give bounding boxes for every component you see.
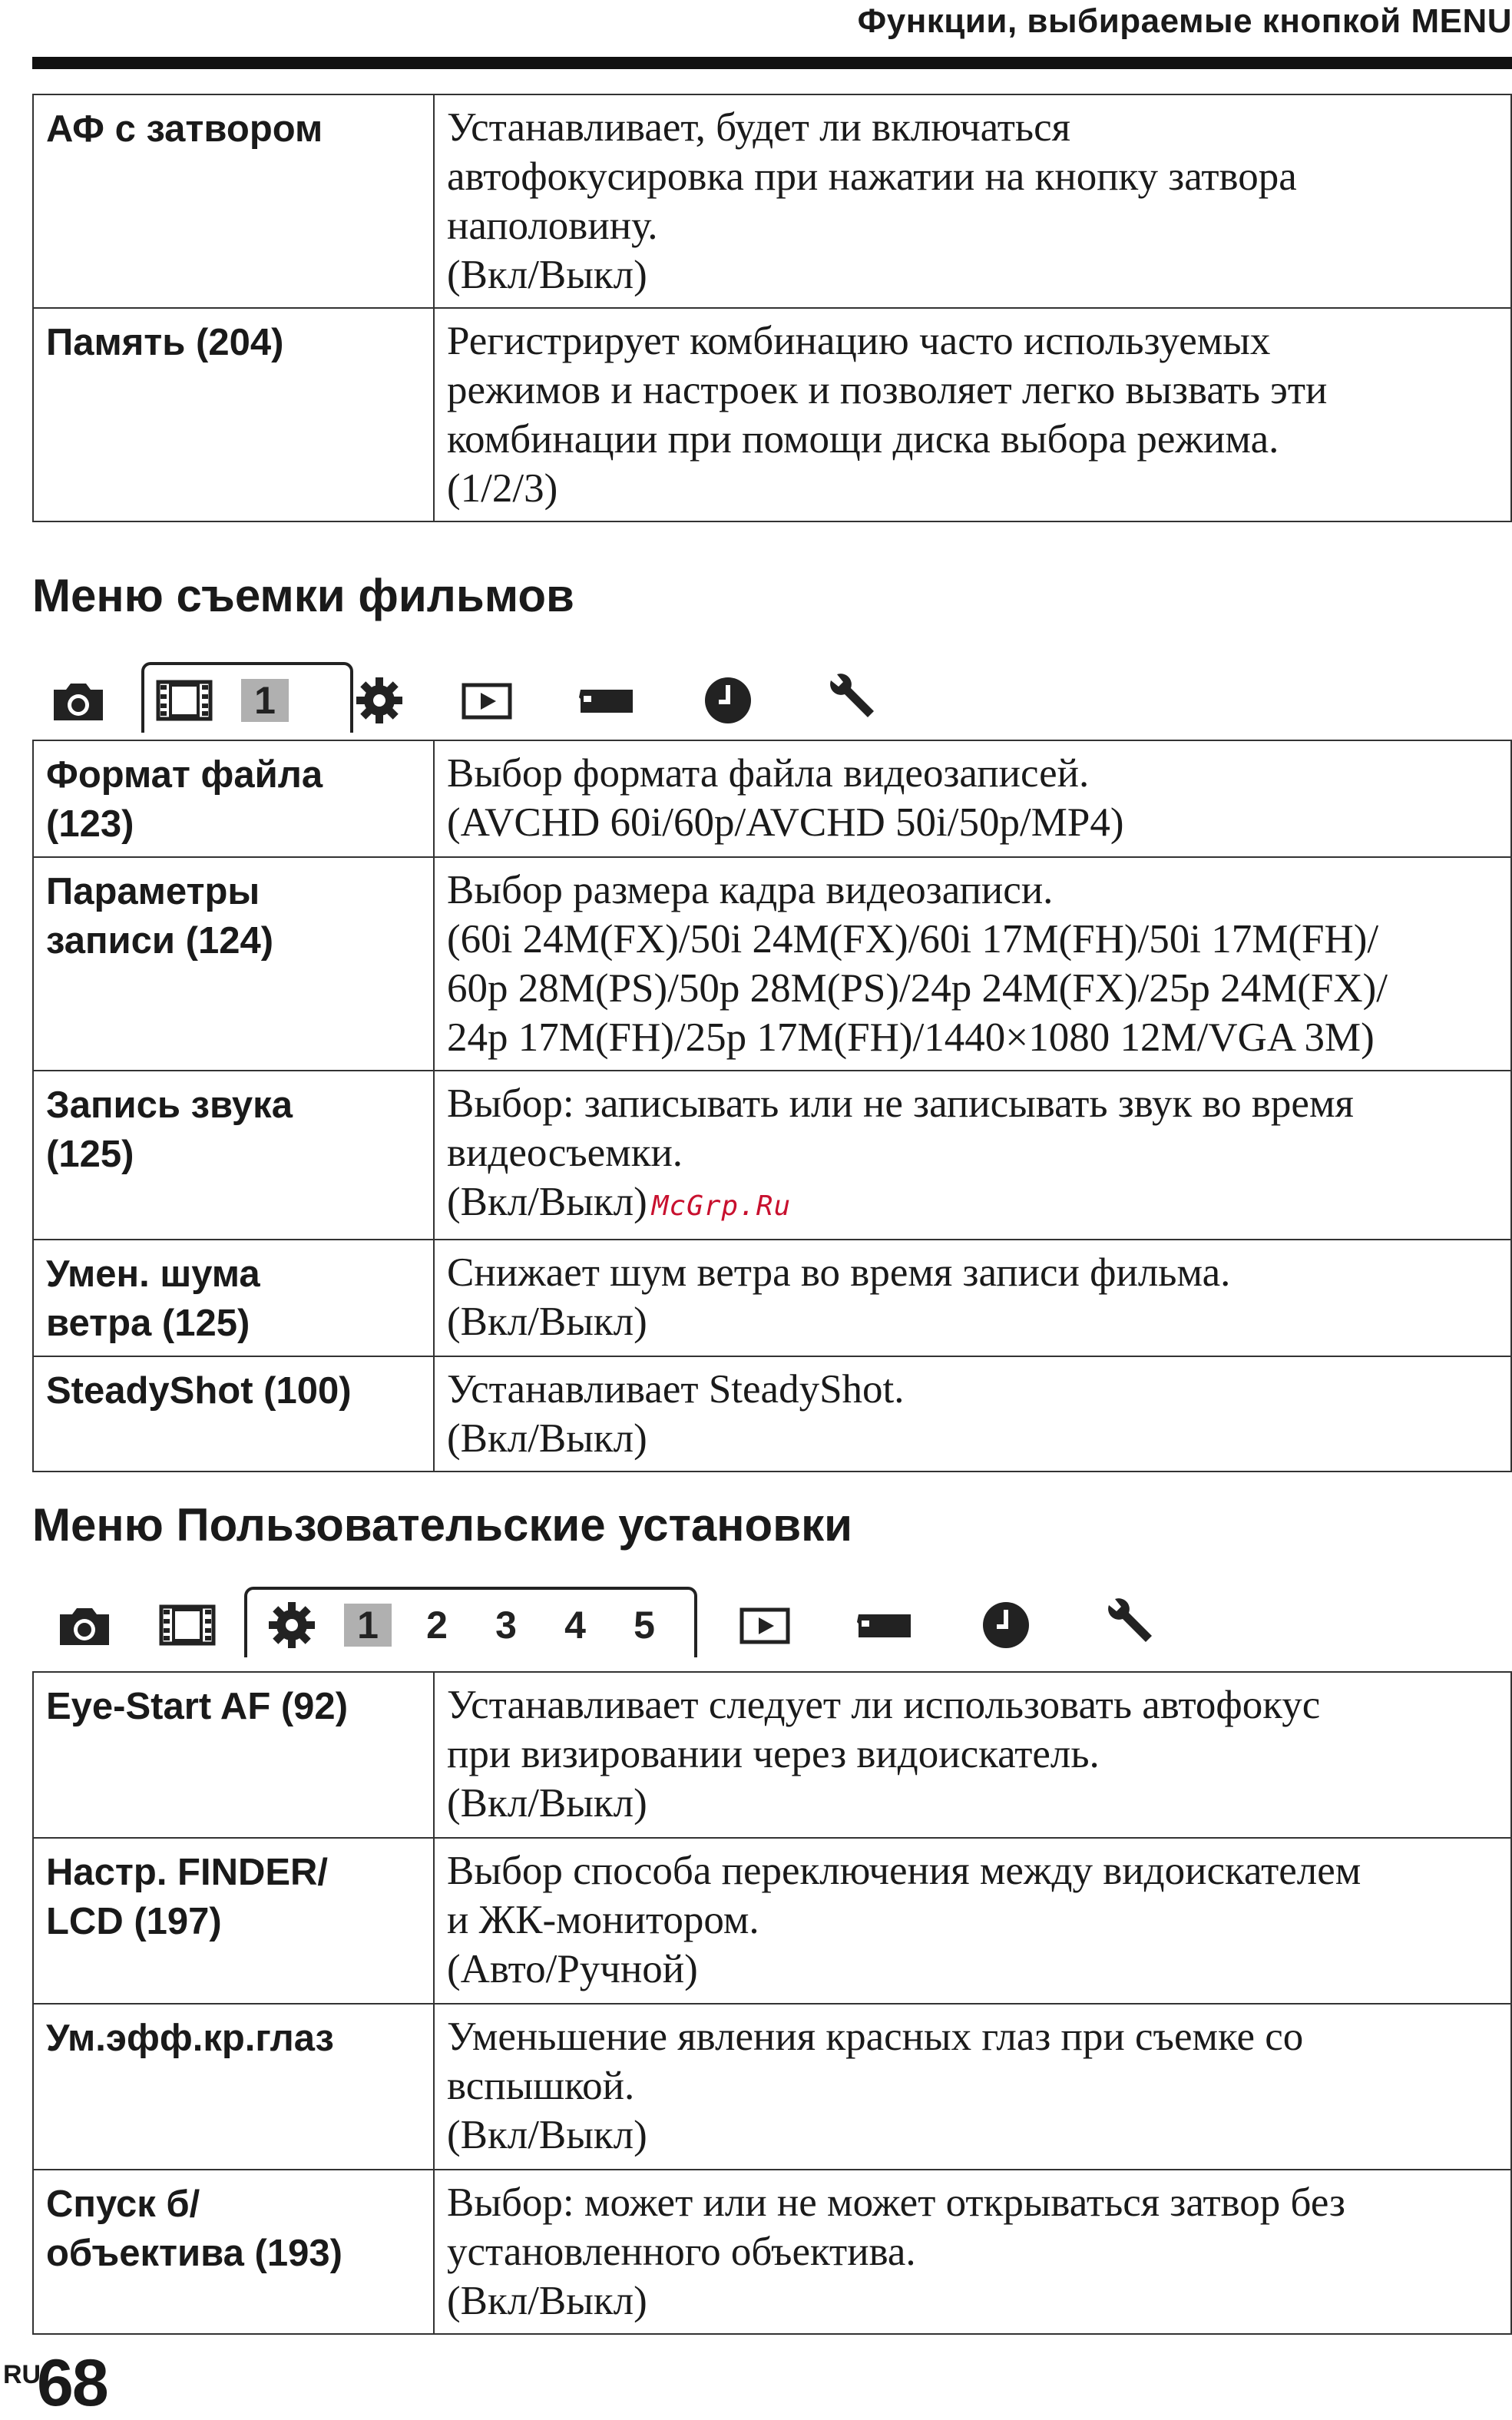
table-row <box>33 1071 1511 1240</box>
table-row <box>33 857 1511 1071</box>
term-line: Параметры <box>46 871 260 912</box>
table-row <box>33 1240 1511 1356</box>
desc-line: наполовину. <box>447 204 658 248</box>
movie-menu-tabbar <box>32 662 1512 736</box>
setting-term <box>33 1071 434 1240</box>
desc-line: 60p 28M(PS)/50p 28M(PS)/24p 24M(FX)/25p 24M(FX)/ <box>447 966 1388 1011</box>
desc-line: (60i 24M(FX)/50i 24M(FX)/60i 17M(FH)/50i 17M(FH)/ <box>447 917 1379 962</box>
desc-line: Выбор размера кадра видеозаписи. <box>447 868 1054 912</box>
desc-line: автофокусировка при нажатии на кнопку затвора <box>447 154 1297 199</box>
setting-term <box>33 2004 434 2170</box>
desc-line: (AVCHD 60i/60p/AVCHD 50i/50p/MP4) <box>447 800 1124 845</box>
tab-page-1[interactable]: 1 <box>344 1604 392 1647</box>
playback-icon[interactable] <box>456 673 518 728</box>
term-line: (123) <box>46 803 134 845</box>
desc-line: Выбор формата файла видеозаписей. <box>447 751 1090 796</box>
running-header: Функции, выбираемые кнопкой MENU <box>857 2 1512 40</box>
term-line: ветра (125) <box>46 1303 250 1344</box>
setting-description <box>434 1672 1511 1838</box>
gear-icon[interactable] <box>349 673 410 728</box>
setting-term <box>33 1240 434 1356</box>
desc-line: (Вкл/Выкл) <box>447 2279 647 2323</box>
desc-line: (Вкл/Выкл) <box>447 1299 647 1344</box>
desc-line: при визировании через видоискатель. <box>447 1732 1100 1776</box>
setting-description <box>434 2170 1511 2334</box>
memory-card-icon[interactable] <box>854 1597 915 1653</box>
film-icon[interactable] <box>157 1597 218 1653</box>
term-line: Спуск б/ <box>46 2183 200 2225</box>
section-heading-movie: Меню съемки фильмов <box>32 570 574 621</box>
desc-line: (Вкл/Выкл) <box>447 1781 647 1826</box>
term-line: LCD (197) <box>46 1901 222 1942</box>
desc-line: Устанавливает, будет ли включаться <box>447 105 1071 150</box>
table-row <box>33 1672 1511 1838</box>
desc-line: Снижает шум ветра во время записи фильма. <box>447 1250 1231 1295</box>
tab-page-4[interactable]: 4 <box>564 1604 586 1647</box>
custom-menu-tabbar <box>32 1587 1512 1660</box>
term-line: Запись звука <box>46 1084 293 1126</box>
desc-line: Уменьшение явления красных глаз при съемке со <box>447 2014 1304 2059</box>
desc-line: Устанавливает следует ли использовать автофокус <box>447 1683 1321 1727</box>
setting-term <box>33 1672 434 1838</box>
desc-line: (Вкл/Выкл) <box>447 1416 647 1461</box>
term-line: записи (124) <box>46 920 274 962</box>
desc-line: (Вкл/Выкл) <box>447 2113 647 2157</box>
top-settings-table <box>32 94 1512 522</box>
table-row <box>33 94 1511 308</box>
page-number: 68 <box>37 2346 108 2420</box>
clock-icon[interactable] <box>975 1597 1037 1653</box>
setting-term: АФ с затвором <box>33 94 434 308</box>
term-line: Eye-Start AF (92) <box>46 1686 349 1727</box>
gear-icon <box>261 1597 323 1653</box>
desc-line <box>447 1177 1500 1231</box>
term-line: объектива (193) <box>46 2233 342 2274</box>
setting-term <box>33 2170 434 2334</box>
desc-line: видеосъемки. <box>447 1131 683 1175</box>
desc-line: режимов и настроек и позволяет легко вызвать эти <box>447 368 1328 412</box>
table-row <box>33 2170 1511 2334</box>
desc-line: Выбор: может или не может открываться затвор без <box>447 2180 1345 2225</box>
desc-line: Регистрирует комбинацию часто используемых <box>447 319 1271 363</box>
setting-term <box>33 740 434 857</box>
camera-icon[interactable] <box>54 1597 115 1653</box>
setting-description <box>434 857 1511 1071</box>
setting-term: Память (204) <box>33 308 434 521</box>
setting-term <box>33 1838 434 2004</box>
desc-line: (1/2/3) <box>447 466 558 511</box>
setting-description <box>434 1356 1511 1472</box>
wrench-icon[interactable] <box>820 673 882 728</box>
desc-line: 24p 17M(FH)/25p 17M(FH)/1440×1080 12M/VGA 3M) <box>447 1015 1375 1060</box>
custom-settings-table <box>32 1671 1512 2335</box>
desc-line: Устанавливает SteadyShot. <box>447 1367 905 1412</box>
setting-description <box>434 94 1511 308</box>
term-line: (125) <box>46 1134 134 1175</box>
tab-page-3[interactable]: 3 <box>495 1604 517 1647</box>
section-heading-custom: Меню Пользовательские установки <box>32 1499 852 1551</box>
playback-icon[interactable] <box>734 1597 796 1653</box>
table-row <box>33 308 1511 521</box>
header-rule <box>32 57 1512 69</box>
term-line: SteadyShot (100) <box>46 1370 352 1412</box>
term-line: Формат файла <box>46 754 323 796</box>
tab-page-1[interactable]: 1 <box>241 679 289 722</box>
setting-description <box>434 740 1511 857</box>
desc-line: (Авто/Ручной) <box>447 1947 698 1991</box>
tab-page-2[interactable]: 2 <box>426 1604 448 1647</box>
desc-line: (Вкл/Выкл) <box>447 253 647 297</box>
setting-description <box>434 1838 1511 2004</box>
language-mark: RU <box>3 2360 41 2389</box>
table-row <box>33 1838 1511 2004</box>
table-row <box>33 2004 1511 2170</box>
tab-page-5[interactable]: 5 <box>634 1604 655 1647</box>
desc-line: установленного объектива. <box>447 2230 916 2274</box>
desc-line: комбинации при помощи диска выбора режима. <box>447 417 1279 462</box>
camera-icon[interactable] <box>48 673 109 728</box>
setting-description <box>434 1071 1511 1240</box>
term-line: Ум.эфф.кр.глаз <box>46 2018 334 2059</box>
setting-description <box>434 308 1511 521</box>
film-icon <box>154 673 215 728</box>
setting-description <box>434 2004 1511 2170</box>
desc-line: Выбор: записывать или не записывать звук во время <box>447 1081 1354 1126</box>
table-row <box>33 1356 1511 1472</box>
memory-card-icon[interactable] <box>576 673 637 728</box>
term-line: Умен. шума <box>46 1253 260 1295</box>
setting-description <box>434 1240 1511 1356</box>
table-row <box>33 740 1511 857</box>
movie-settings-table <box>32 740 1512 1472</box>
desc-line: и ЖК-монитором. <box>447 1898 759 1942</box>
watermark-text: McGrp.Ru <box>651 1190 792 1222</box>
wrench-icon[interactable] <box>1098 1597 1160 1653</box>
desc-text: (Вкл/Выкл) <box>447 1180 647 1224</box>
setting-term <box>33 1356 434 1472</box>
desc-line: Выбор способа переключения между видоискателем <box>447 1849 1361 1893</box>
desc-line: вспышкой. <box>447 2064 635 2108</box>
clock-icon[interactable] <box>697 673 759 728</box>
term-line: Настр. FINDER/ <box>46 1852 329 1893</box>
setting-term <box>33 857 434 1071</box>
